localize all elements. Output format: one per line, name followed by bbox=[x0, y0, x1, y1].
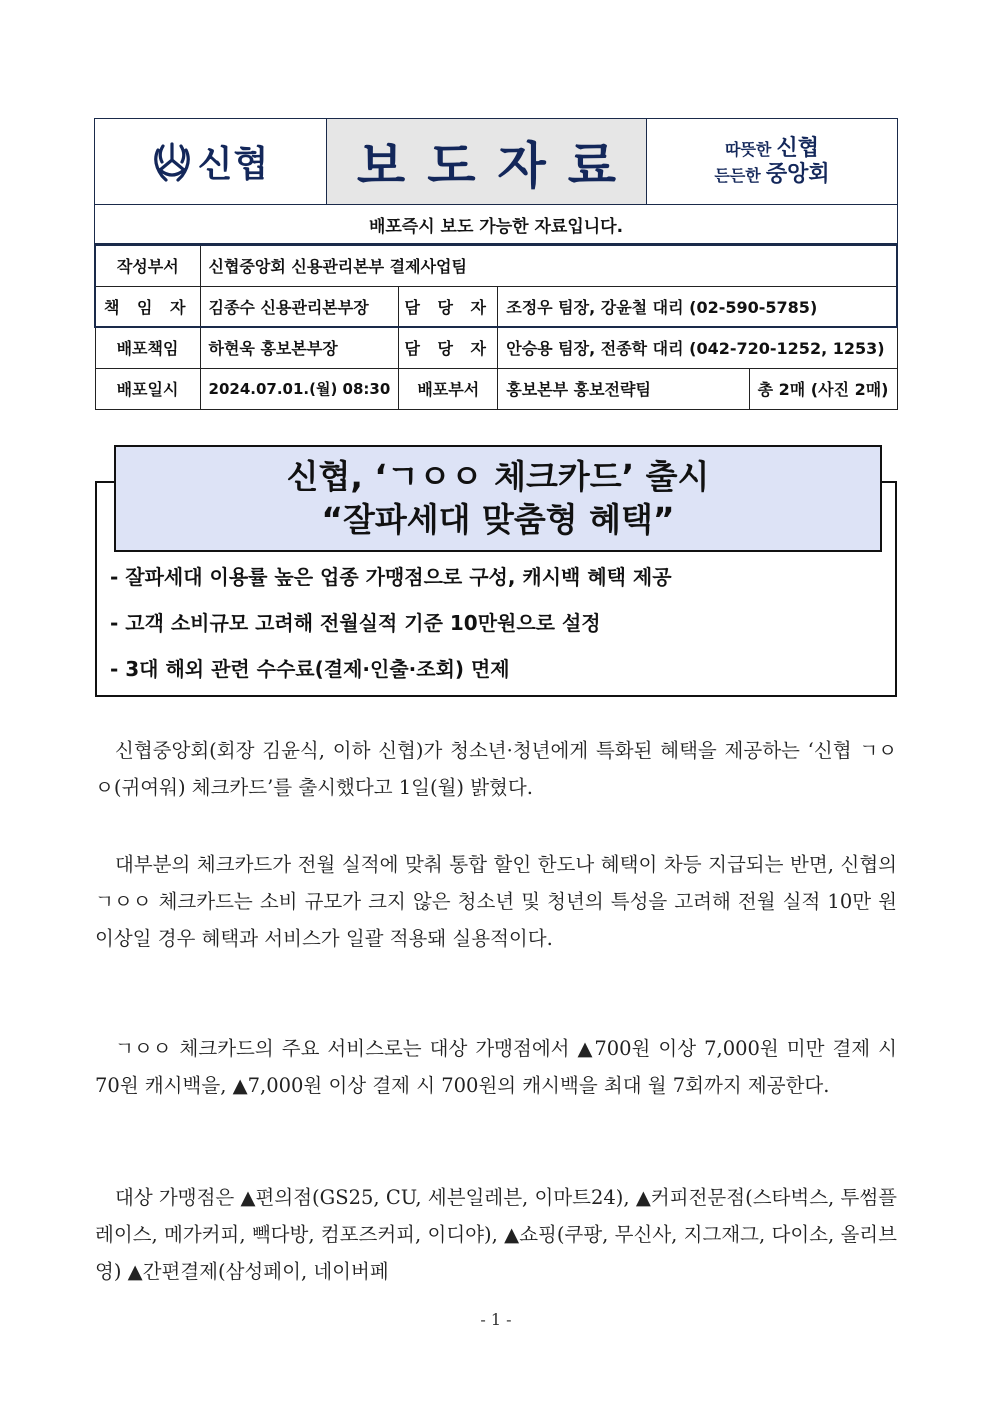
summary-bullets bbox=[110, 557, 890, 695]
responsible-value: 김종수 신용관리본부장 bbox=[200, 286, 399, 327]
author-dept-label: 작성부서 bbox=[95, 245, 200, 286]
body-paragraph-2: 대부분의 체크카드가 전월 실적에 맞춰 통합 할인 한도나 혜택이 차등 지급되는 반면, 신협의 ㄱㅇㅇ 체크카드는 소비 규모가 크지 않은 청소년 및 청년의 특성을 고려해 전월 실적 10만 원 이상일 경우 혜택과 서비스가 일괄 적용돼 실용적이다. bbox=[95, 853, 897, 950]
dist-resp-label: 배포책임 bbox=[95, 327, 200, 368]
headline-box bbox=[114, 445, 882, 552]
press-release-title: 보도자료 bbox=[327, 119, 647, 204]
header-top-row bbox=[95, 119, 897, 205]
release-info-table bbox=[94, 244, 898, 410]
bullet-item: - 고객 소비규모 고려해 전월실적 기준 10만원으로 설정 bbox=[110, 611, 601, 635]
page-number: - 1 - bbox=[480, 1310, 512, 1329]
dist-resp-value: 하현욱 홍보본부장 bbox=[200, 327, 399, 368]
dist-dept-value: 홍보본부 홍보전략팀 bbox=[498, 368, 749, 409]
author-dept-value: 신협중앙회 신용관리본부 결제사업팀 bbox=[200, 245, 897, 286]
dist-date-value: 2024.07.01.(월) 08:30 bbox=[200, 368, 399, 409]
contact-label: 담 당 자 bbox=[399, 286, 498, 327]
shinhyup-logo bbox=[95, 119, 327, 204]
contact2-value: 안승용 팀장, 전종학 대리 (042-720-1252, 1253) bbox=[498, 327, 897, 368]
shinhyup-emblem-icon bbox=[152, 140, 192, 184]
responsible-label: 책 임 자 bbox=[95, 286, 200, 327]
contact-value: 조정우 팀장, 강윤철 대리 (02-590-5785) bbox=[498, 286, 897, 327]
slogan bbox=[647, 119, 897, 204]
slogan-line-2: 든든한 중앙회 bbox=[714, 161, 830, 187]
table-row bbox=[95, 368, 897, 409]
headline-line-1: 신협, ‘ㄱㅇㅇ 체크카드’ 출시 bbox=[286, 456, 710, 496]
body-paragraph-1: 신협중앙회(회장 김윤식, 이하 신협)가 청소년·청년에게 특화된 혜택을 제공하는 ‘신협 ㄱㅇㅇ(귀여워) 체크카드’를 출시했다고 1일(월) 밝혔다. bbox=[95, 739, 897, 799]
page-count: 총 2매 (사진 2매) bbox=[749, 368, 897, 409]
body-paragraph-4: 대상 가맹점은 ▲편의점(GS25, CU, 세븐일레븐, 이마트24), ▲커피전문점(스타벅스, 투썸플레이스, 메가커피, 빽다방, 컴포즈커피, 이디야), ▲쇼핑(쿠팡, 무신사, 지그재그, 다이소, 올리브영) ▲간편결제(삼성페이, 네이버페 bbox=[95, 1186, 897, 1283]
bullet-item: - 3대 해외 관련 수수료(결제·인출·조회) 면제 bbox=[110, 657, 510, 681]
slogan-line-1: 따뜻한 신협 bbox=[725, 136, 819, 162]
body-paragraph-3: ㄱㅇㅇ 체크카드의 주요 서비스로는 대상 가맹점에서 ▲700원 이상 7,000원 미만 결제 시 70원 캐시백을, ▲7,000원 이상 결제 시 700원의 캐시백을 최대 월 7회까지 제공한다. bbox=[95, 1037, 897, 1097]
bullet-item: - 잘파세대 이용률 높은 업종 가맹점으로 구성, 캐시백 혜택 제공 bbox=[110, 565, 672, 589]
headline-line-2: “잘파세대 맞춤형 혜택” bbox=[321, 499, 675, 539]
contact2-label: 담 당 자 bbox=[399, 327, 498, 368]
dist-dept-label: 배포부서 bbox=[399, 368, 498, 409]
table-row bbox=[95, 245, 897, 286]
dist-date-label: 배포일시 bbox=[95, 368, 200, 409]
release-notice: 배포즉시 보도 가능한 자료입니다. bbox=[368, 216, 624, 237]
press-release-header bbox=[94, 118, 898, 244]
logo-text: 신협 bbox=[197, 144, 270, 185]
table-row bbox=[95, 286, 897, 327]
table-row bbox=[95, 327, 897, 368]
